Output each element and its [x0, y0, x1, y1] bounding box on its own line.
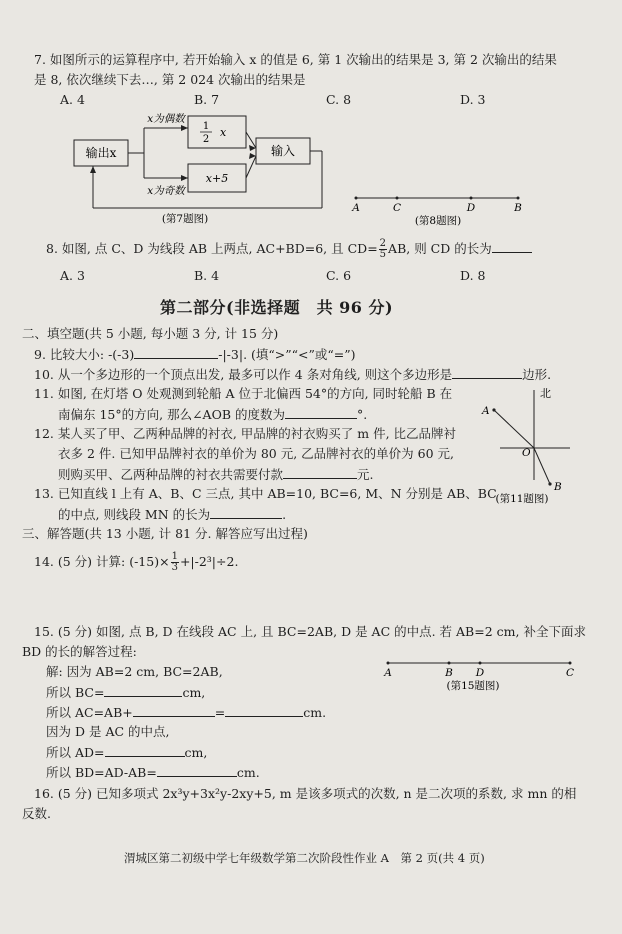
fig7-caption: (第7题图) — [161, 213, 209, 225]
q15-step4: 因为 D 是 AC 的中点, — [46, 724, 170, 739]
q7-option-b: B. 7 — [194, 92, 220, 107]
q12-line3: 则购买甲、乙两种品牌的衬衣共需要付款 元. — [58, 467, 374, 482]
q15-ac-blank1[interactable] — [133, 704, 215, 717]
half-numerator: 1 — [202, 121, 210, 132]
q10-line: 10. 从一个多边形的一个顶点出发, 最多可以作 4 条对角线, 则这个多边形是 边形. — [34, 367, 552, 382]
q9-answer-blank[interactable] — [134, 346, 218, 359]
fig11-north-label: 北 — [540, 387, 551, 400]
fig11-caption: (第11题图) — [495, 493, 549, 505]
half-denominator: 2 — [202, 134, 210, 145]
q11-line1: 11. 如图, 在灯塔 O 处观测到轮船 A 位于北偏西 54°的方向, 同时轮船 B 在 — [34, 386, 453, 401]
q7-option-d: D. 3 — [460, 92, 486, 107]
fig15-point-b: B — [445, 667, 453, 679]
q15-step3: 所以 AC=AB+ = cm. — [46, 705, 327, 720]
q7-option-a: A. 4 — [60, 92, 85, 107]
even-label: x为偶数 — [147, 113, 185, 125]
q13-line1: 13. 已知直线 l 上有 A、B、C 三点, 其中 AB=10, BC=6, M、N 分别是 AB、BC — [34, 486, 497, 501]
q12-line2: 衣多 2 件. 已知甲品牌衬衣的单价为 80 元, 乙品牌衬衣的单价为 60 元, — [58, 446, 454, 461]
q8-fraction: $\frac{2}{5}$ — [379, 238, 387, 260]
fig15-point-c: C — [565, 667, 575, 679]
q8-option-a: A. 3 — [60, 268, 85, 283]
q15-step1: 解: 因为 AB=2 cm, BC=2AB, — [46, 664, 223, 679]
fig8-point-d: D — [466, 202, 476, 214]
fig15-point-d: D — [475, 667, 485, 679]
page-footer: 渭城区第二初级中学七年级数学第二次阶段性作业 A 第 2 页(共 4 页) — [124, 851, 485, 865]
q13-answer-blank[interactable] — [210, 506, 282, 519]
q15-bd-blank[interactable] — [157, 764, 237, 777]
q7-option-c: C. 8 — [326, 92, 352, 107]
input-label: 输入 — [270, 144, 296, 158]
q15-ac-blank2[interactable] — [225, 704, 303, 717]
q7-line1: 7. 如图所示的运算程序中, 若开始输入 x 的值是 6, 第 1 次输出的结果是 3, 第 2 次输出的结果 — [34, 52, 557, 67]
fig8-segment — [346, 186, 530, 228]
odd-label: x为奇数 — [147, 185, 185, 197]
fig15-point-a: A — [384, 667, 392, 679]
q8-option-d: D. 8 — [460, 268, 486, 283]
plus5-label: x+5 — [205, 172, 229, 185]
fig8-point-b: B — [514, 202, 522, 214]
q12-answer-blank[interactable] — [283, 466, 357, 479]
q15-step5: 所以 AD= cm, — [46, 745, 208, 760]
fig8-point-a: A — [352, 202, 360, 214]
q11-answer-blank[interactable] — [285, 406, 357, 419]
q14-fraction: $\frac{1}{3}$ — [171, 551, 178, 573]
section2-heading: 二、填空题(共 5 小题, 每小题 3 分, 计 15 分) — [22, 326, 279, 341]
q10-answer-blank[interactable] — [452, 366, 522, 379]
q8-option-b: B. 4 — [194, 268, 220, 283]
q11-line2: 南偏东 15°的方向, 那么∠AOB 的度数为 °. — [58, 407, 368, 422]
q8-line: 8. 如图, 点 C、D 为线段 AB 上两点, AC+BD=6, 且 CD= $\frac{2}{5}$ AB, 则 CD 的长为 — [46, 236, 532, 262]
q15-bc-blank[interactable] — [104, 684, 182, 697]
q15-step2: 所以 BC= cm, — [46, 685, 206, 700]
output-label: 输出x — [85, 146, 117, 160]
q7-line2: 是 8, 依次继续下去…, 第 2 024 次输出的结果是 — [34, 72, 306, 87]
half-box — [188, 116, 246, 148]
part2-title: 第二部分(非选择题 共 96 分) — [160, 298, 394, 317]
flowchart-figure — [60, 108, 332, 226]
half-variable: x — [220, 126, 227, 139]
q15-step6: 所以 BD=AD-AB= cm. — [46, 765, 260, 780]
q8-answer-blank[interactable] — [492, 240, 532, 253]
fig11-compass — [478, 384, 578, 508]
q9-line: 9. 比较大小: -(-3) -|-3|. (填“>”“<”或“=”) — [34, 347, 356, 362]
section3-heading: 三、解答题(共 13 小题, 计 81 分. 解答应写出过程) — [22, 526, 308, 541]
q14-line: 14. (5 分) 计算: (-15)× $\frac{1}{3}$ +|-2³|÷2. — [34, 551, 239, 573]
fig8-caption: (第8题图) — [414, 215, 462, 227]
q15-line2: BD 的长的解答过程: — [22, 644, 137, 659]
fig8-point-c: C — [392, 202, 402, 214]
q16-line1: 16. (5 分) 已知多项式 2x³y+3x²y-2xy+5, m 是该多项式的次数, n 是二次项的系数, 求 mn 的相 — [34, 786, 577, 801]
fig11-point-a: A — [482, 405, 490, 417]
fig11-point-o: O — [522, 447, 531, 459]
q15-line1: 15. (5 分) 如图, 点 B, D 在线段 AC 上, 且 BC=2AB, D 是 AC 的中点. 若 AB=2 cm, 补全下面求 — [34, 624, 586, 639]
q15-ad-blank[interactable] — [105, 744, 185, 757]
fig11-point-b: B — [554, 481, 562, 493]
fig15-segment — [378, 654, 578, 696]
q12-line1: 12. 某人买了甲、乙两种品牌的衬衣, 甲品牌的衬衣购买了 m 件, 比乙品牌衬 — [34, 426, 457, 441]
q16-line2: 反数. — [22, 806, 51, 821]
fig15-caption: (第15题图) — [446, 680, 500, 692]
q8-option-c: C. 6 — [326, 268, 352, 283]
q13-line2: 的中点, 则线段 MN 的长为 . — [58, 507, 287, 522]
